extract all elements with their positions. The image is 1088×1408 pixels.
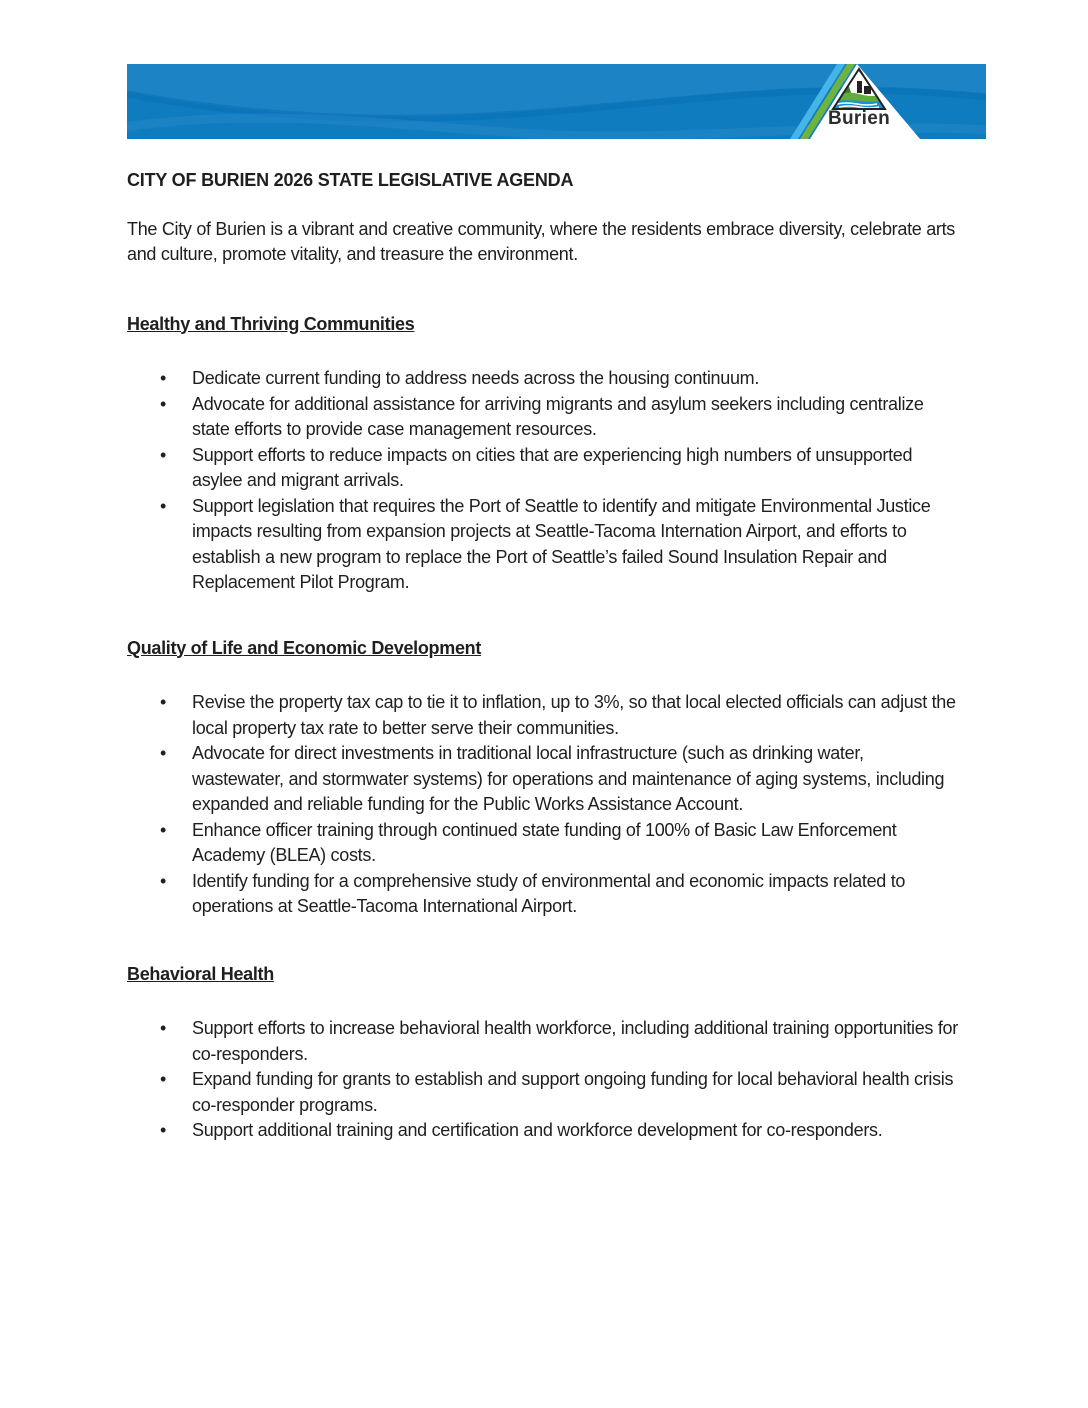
- section-heading: Behavioral Health: [127, 963, 274, 984]
- list-item: • Identify funding for a comprehensive study of environmental and economic impacts related to operations at Seattle-Tacoma International Airport.: [127, 869, 960, 920]
- list-item: • Enhance officer training through continued state funding of 100% of Basic Law Enforcement Academy (BLEA) costs.: [127, 818, 960, 869]
- section-behavioral-health: [127, 962, 960, 1144]
- list-item: • Advocate for direct investments in traditional local infrastructure (such as drinking water, wastewater, and stormwater systems) for operations and maintenance of aging systems, including expanded and reliable funding for the Public Works Assistance Account.: [127, 741, 960, 818]
- list-item: • Expand funding for grants to establish and support ongoing funding for local behavioral health crisis co-responder programs.: [127, 1067, 960, 1118]
- list-item: • Advocate for additional assistance for arriving migrants and asylum seekers including centralize state efforts to provide case management resources.: [127, 392, 960, 443]
- bullet-list: [127, 1016, 960, 1144]
- section-heading: Quality of Life and Economic Development: [127, 637, 482, 658]
- bullet-list: [127, 366, 960, 596]
- document-title: CITY OF BURIEN 2026 STATE LEGISLATIVE AGENDA: [127, 170, 574, 190]
- burien-logo: [803, 64, 915, 139]
- burien-logo-triangle-icon: [831, 67, 887, 111]
- list-item: • Revise the property tax cap to tie it to inflation, up to 3%, so that local elected officials can adjust the local property tax rate to better serve their communities.: [127, 690, 960, 741]
- list-item: • Support efforts to increase behavioral health workforce, including additional training opportunities for co-responders.: [127, 1016, 960, 1067]
- intro-paragraph: The City of Burien is a vibrant and creative community, where the residents embrace diversity, celebrate arts and culture, promote vitality, and treasure the environment.: [127, 218, 956, 264]
- burien-wordmark: Burien: [828, 108, 890, 129]
- header-banner: [127, 64, 986, 139]
- section-heading: Healthy and Thriving Communities: [127, 313, 415, 334]
- list-item: • Support efforts to reduce impacts on cities that are experiencing high numbers of unsupported asylee and migrant arrivals.: [127, 443, 960, 494]
- list-item: • Support legislation that requires the Port of Seattle to identify and mitigate Environmental Justice impacts resulting from expansion projects at Seattle-Tacoma Internation Airport, and efforts to establish a new program to replace the Port of Seattle’s failed Sound Insulation Repair and Replacement Pilot Program.: [127, 494, 960, 596]
- list-item: • Dedicate current funding to address needs across the housing continuum.: [127, 366, 960, 392]
- section-quality-of-life-and-economic-development: [127, 636, 960, 920]
- document-content: [127, 139, 960, 1144]
- list-item: • Support additional training and certification and workforce development for co-responders.: [127, 1118, 960, 1144]
- section-healthy-and-thriving-communities: [127, 312, 960, 596]
- bullet-list: [127, 690, 960, 920]
